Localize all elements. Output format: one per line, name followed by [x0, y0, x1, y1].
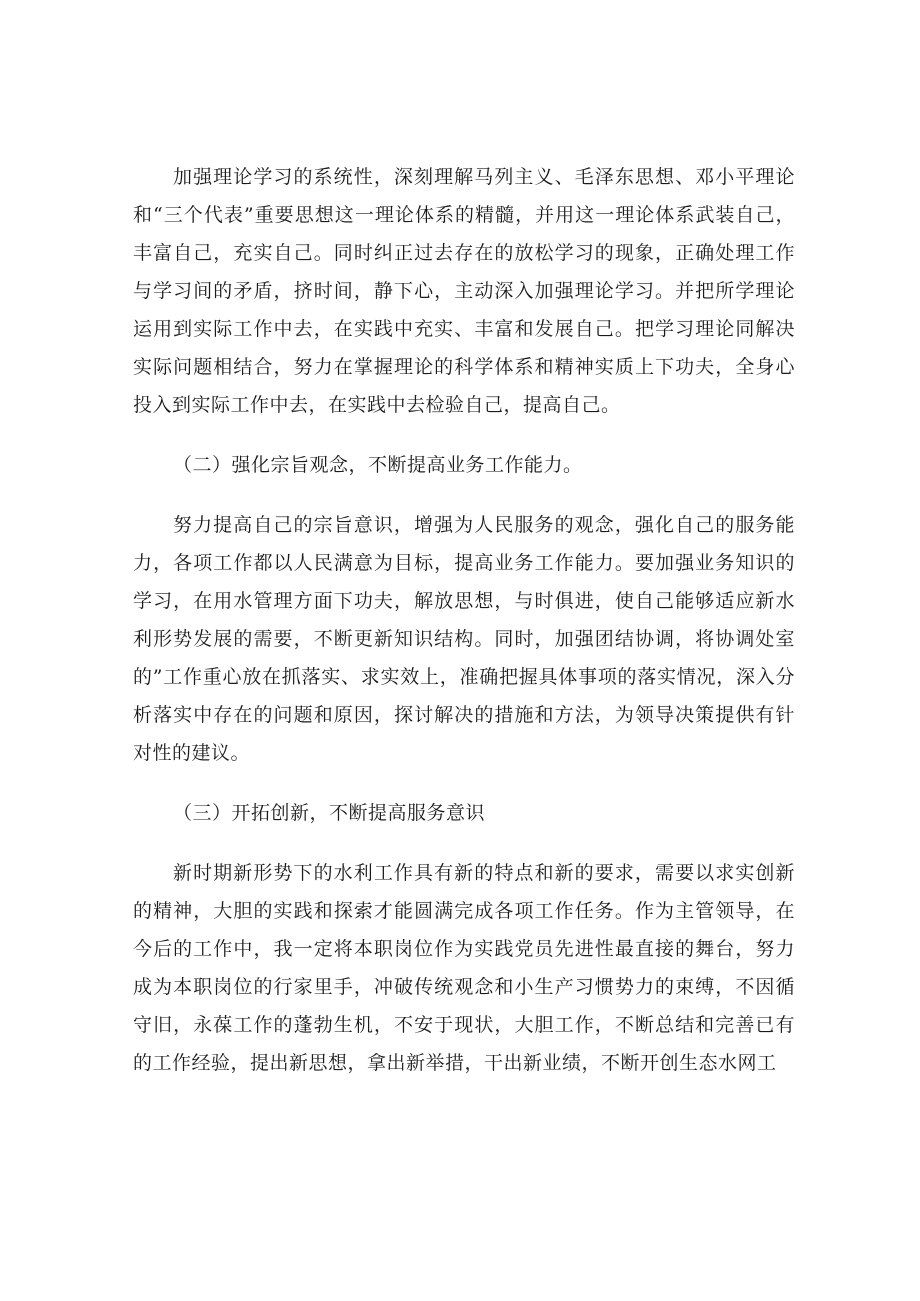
paragraph-service-ability: 努力提高自己的宗旨意识，增强为人民服务的观念，强化自己的服务能力，各项工作都以人民满意为目标，提高业务工作能力。要加强业务知识的学习，在用水管理方面下功夫，解放思想，与时俱进，使自己能够适应新水利形势发展的需要，不断更新知识结构。同时，加强团结协调，将协调处室的”工作重心放在抓落实、求实效上，准确把握具体事项的落实情况，深入分析落实中存在的问题和原因，探讨解决的措施和方法，为领导决策提供有针对性的建议。 [133, 514, 795, 764]
paragraph-theory-study: 加强理论学习的系统性，深刻理解马列主义、毛泽东思想、邓小平理论和“三个代表”重要思想这一理论体系的精髓，并用这一理论体系武装自己，丰富自己，充实自己。同时纠正过去存在的放松学习的现象，正确处理工作与学习间的矛盾，挤时间，静下心，主动深入加强理论学习。并把所学理论运用到实际工作中去，在实践中充实、丰富和发展自己。把学习理论同解决实际问题相结合，努力在掌握理论的科学体系和精神实质上下功夫，全身心投入到实际工作中去，在实践中去检验自己，提高自己。 [133, 166, 795, 416]
document-body [133, 158, 795, 1104]
section-heading-2: （二）强化宗旨观念，不断提高业务工作能力。 [173, 454, 583, 476]
paragraph-innovation: 新时期新形势下的水利工作具有新的特点和新的要求，需要以求实创新的精神，大胆的实践和探索才能圆满完成各项工作任务。作为主管领导，在今后的工作中，我一定将本职岗位作为实践党员先进性最直接的舞台，努力成为本职岗位的行家里手，冲破传统观念和小生产习惯势力的束缚，不因循守旧，永葆工作的蓬勃生机，不安于现状，大胆工作，不断总结和完善已有的工作经验，提出新思想，拿出新举措，干出新业绩，不断开创生态水网工 [133, 862, 795, 1074]
section-heading-3: （三）开拓创新，不断提高服务意识 [173, 802, 486, 824]
